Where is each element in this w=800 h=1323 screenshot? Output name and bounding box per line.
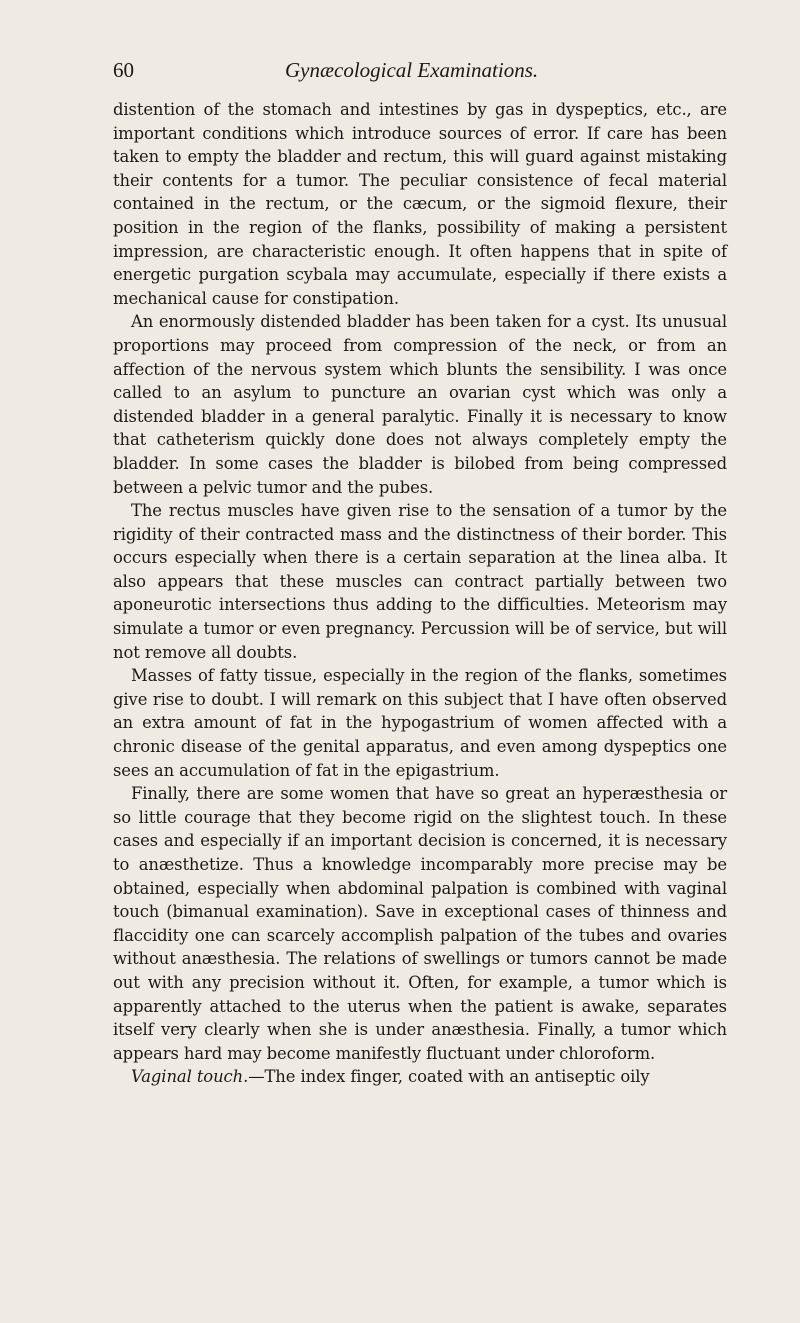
paragraph-bladder: An enormously distended bladder has been taken for a cyst. Its unusual proportions may proceed from compression of the neck, or from an affection of the nervous system which blunts the sensibility. I was once called to an asylum to puncture an ovarian cyst which was only a distended bladder in a general paralytic. Finally it is necessary to know that catheterism quickly done does not always completely empty the bladder. In some cases the bladder is bilobed from being compressed between a pelvic tumor and the pubes. <box>113 312 727 497</box>
book-page <box>113 58 727 1089</box>
paragraph-distention: distention of the stomach and intestines by gas in dyspeptics, etc., are important conditions which introduce sources of error. If care has been taken to empty the bladder and rectum, this will guard against mistaking their contents for a tumor. The peculiar consistence of fecal material contained in the rectum, or the cæcum, or the sigmoid flexure, their position in the region of the flanks, possibility of making a persistent impression, are characteristic enough. It often happens that in spite of energetic purgation scybala may accumulate, especially if there exists a mechanical cause for constipation. <box>113 100 727 308</box>
running-title: Gynæcological Examinations. <box>285 58 539 82</box>
page-header <box>113 58 727 98</box>
paragraph-rectus-muscles: The rectus muscles have given rise to the sensation of a tumor by the rigidity of their contracted mass and the distinctness of their border. This occurs especially when there is a certain separation at the linea alba. It also appears that these muscles can contract partially between two aponeurotic intersections thus adding to the difficulties. Meteorism may simulate a tumor or even pregnancy. Percussion will be of service, but will not remove all doubts. <box>113 501 727 662</box>
paragraph-anaesthesia: Finally, there are some women that have so great an hyperæsthesia or so little courage that they become rigid on the slightest touch. In these cases and especially if an important decision is concerned, it is necessary to anæsthetize. Thus a knowledge incomparably more precise may be obtained, especially when abdominal palpation is combined with vaginal touch (bimanual examination). Save in exceptional cases of thinness and flaccidity one can scarcely accomplish palpation of the tubes and ovaries without anæsthesia. The relations of swellings or tumors cannot be made out with any precision without it. Often, for example, a tumor which is apparently attached to the uterus when the patient is awake, separates itself very clearly when she is under anæsthesia. Finally, a tumor which appears hard may become manifestly fluctuant under chloroform. <box>113 784 727 1063</box>
paragraph-vaginal-touch <box>113 1065 727 1089</box>
body-text <box>113 98 727 1089</box>
paragraph-fatty-tissue: Masses of fatty tissue, especially in the region of the flanks, sometimes give rise to doubt. I will remark on this subject that I have often observed an extra amount of fat in the hypogastrium of women affected with a chronic disease of the genital apparatus, and even among dyspeptics one sees an accumulation of fat in the epigastrium. <box>113 666 727 780</box>
paragraph-vaginal-touch-text: —The index finger, coated with an antiseptic oily <box>248 1067 650 1087</box>
section-lead-vaginal-touch: Vaginal touch. <box>131 1067 249 1087</box>
page-number: 60 <box>113 58 134 82</box>
